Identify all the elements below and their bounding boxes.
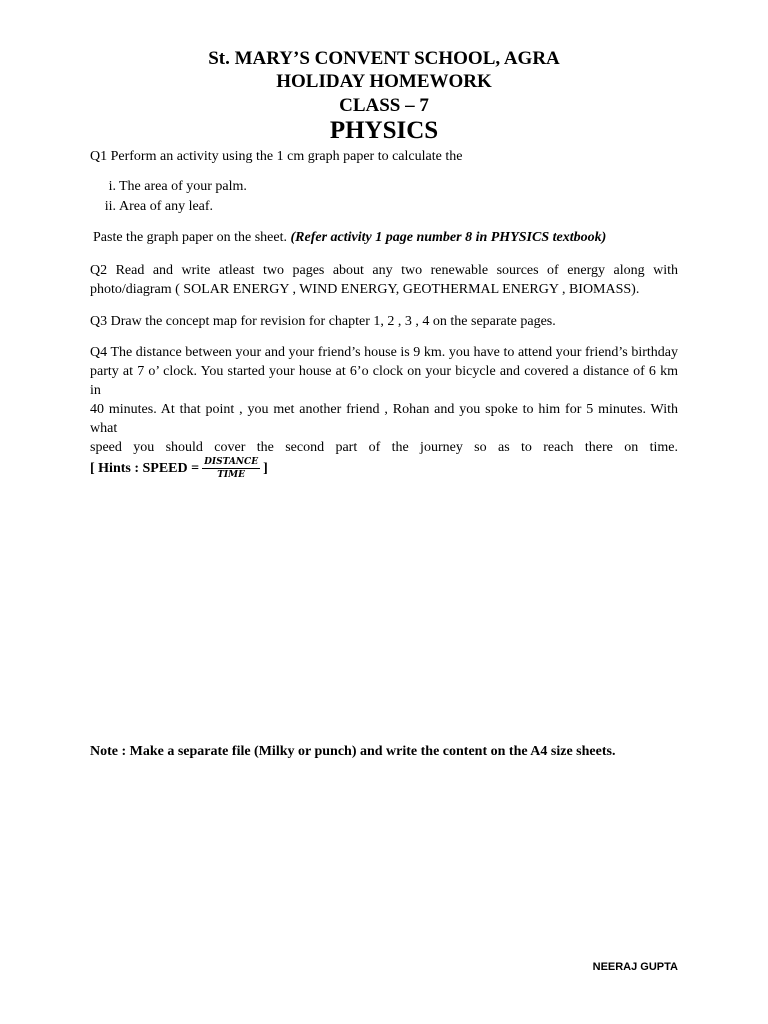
textbook-reference: (Refer activity 1 page number 8 in PHYSICS textbook) xyxy=(290,230,607,245)
question-2 xyxy=(90,261,678,299)
paste-instruction xyxy=(93,228,681,247)
school-name: St. MARY’S CONVENT SCHOOL, AGRA xyxy=(208,48,560,69)
question-1: Q1 Perform an activity using the 1 cm graph paper to calculate the xyxy=(90,149,463,164)
speed-hint xyxy=(90,457,268,480)
author-name: NEERAJ GUPTA xyxy=(592,961,678,973)
list-item xyxy=(90,177,247,197)
question-1-list xyxy=(90,177,247,217)
list-item-text: The area of your palm. xyxy=(119,179,247,194)
question-2-line-2: photo/diagram ( SOLAR ENERGY , WIND ENERGY, GEOTHERMAL ENERGY , BIOMASS). xyxy=(90,282,640,297)
question-4-line-3: 40 minutes. At that point , you met another friend , Rohan and you spoke to him for 5 minutes. With what xyxy=(90,402,678,436)
list-item-text: Area of any leaf. xyxy=(119,199,214,214)
question-3: Q3 Draw the concept map for revision for chapter 1, 2 , 3 , 4 on the separate pages. xyxy=(90,314,556,329)
question-2-line-1: Q2 Read and write atleast two pages about any two renewable sources of energy along with xyxy=(90,263,678,278)
hint-prefix: [ Hints : SPEED = xyxy=(90,461,200,476)
list-item-number: i. xyxy=(108,179,116,194)
homework-title: HOLIDAY HOMEWORK xyxy=(276,71,492,92)
list-item-number: ii. xyxy=(104,199,116,214)
question-4 xyxy=(90,343,678,480)
fraction-numerator: DISTANCE xyxy=(204,457,259,467)
question-4-line-4: speed you should cover the second part of the journey so as to reach there on time. xyxy=(90,440,678,455)
class-label: CLASS – 7 xyxy=(339,95,429,116)
list-item xyxy=(90,197,247,217)
note-text: Note : Make a separate file (Milky or punch) and write the content on the A4 size sheets. xyxy=(90,744,616,759)
paste-text: Paste the graph paper on the sheet. xyxy=(93,230,287,245)
speed-fraction xyxy=(202,457,260,480)
question-4-line-1: Q4 The distance between your and your friend’s house is 9 km. you have to attend your friend’s birthday xyxy=(90,345,678,360)
hint-suffix: ] xyxy=(263,461,268,476)
fraction-denominator: TIME xyxy=(217,470,245,480)
subject-title: PHYSICS xyxy=(329,117,439,144)
question-4-line-2: party at 7 o’ clock. You started your house at 6’o clock on your bicycle and covered a distance of 6 km in xyxy=(90,364,678,398)
